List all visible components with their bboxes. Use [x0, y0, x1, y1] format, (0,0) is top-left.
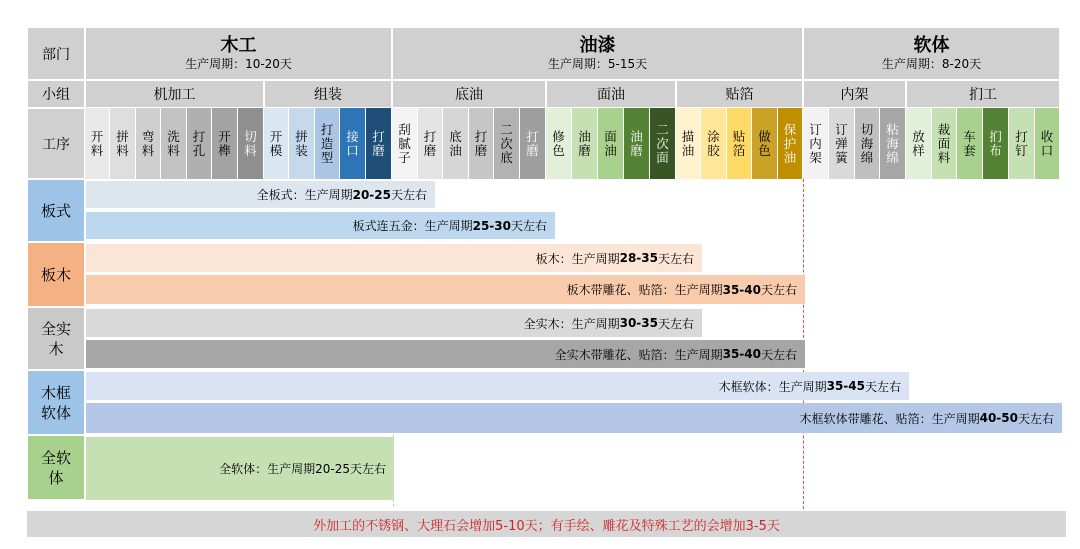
- dept-cycle: 生产周期：5-15天: [547, 56, 648, 71]
- process-label: 修 色: [552, 128, 565, 158]
- process-cell: [340, 108, 366, 179]
- process-cell: [701, 108, 727, 179]
- bar-days: 28-35: [619, 251, 658, 265]
- group-top-coat: 面油: [546, 80, 676, 108]
- dept-cycle: 生产周期：10-20天: [185, 56, 292, 71]
- process-cell: [392, 108, 418, 179]
- process-label: 车 套: [963, 128, 976, 158]
- process-label: 拼 装: [295, 128, 308, 158]
- process-cell: [264, 108, 289, 179]
- bar-solid-wood: [86, 309, 702, 337]
- process-label: 裁 面 料: [937, 121, 951, 165]
- bar-label: 全实木带雕花、贴箔：生产周期: [554, 347, 723, 362]
- process-cell: [520, 108, 546, 179]
- process-cell: [983, 108, 1009, 179]
- bar-frame-upholstery-carving: [86, 403, 1062, 433]
- group-gilding: 贴箔: [676, 80, 803, 108]
- bar-label: 全板式：生产周期: [256, 188, 353, 202]
- process-label: 订 内 架: [809, 121, 822, 165]
- footer-note: 外加工的不锈钢、大理石会增加5-10天；有手绘、雕花及特殊工艺的会增加3-5天: [27, 511, 1066, 537]
- process-cell: [676, 108, 701, 179]
- bar-suffix: 天左右: [510, 219, 547, 233]
- process-label: 涂 胶: [707, 128, 720, 158]
- bar-suffix: 天左右: [760, 283, 797, 297]
- bar-label: 木框软体：生产周期: [718, 379, 827, 394]
- process-label: 打 磨: [372, 128, 385, 158]
- process-cell: [829, 108, 855, 179]
- process-cell: [315, 108, 340, 179]
- process-label: 油 磨: [578, 128, 591, 158]
- process-label: 接 口: [346, 128, 359, 158]
- group-upholstering: 扪工: [906, 80, 1060, 108]
- process-cell: [803, 108, 829, 179]
- process-label: 二 次 面: [656, 121, 669, 165]
- process-cell: [906, 108, 932, 179]
- process-cell: [418, 108, 443, 179]
- bar-frame-upholstery: [86, 372, 909, 400]
- bar-panel-wood-carving: [86, 275, 805, 304]
- process-label: 描 油: [681, 128, 695, 158]
- process-label: 打 造 型: [320, 121, 334, 165]
- row-label-solid-wood: 全实木: [27, 307, 85, 370]
- dept-upholstery: [803, 27, 1060, 80]
- process-label: 开 榫: [218, 128, 231, 158]
- process-label: 打 磨: [526, 128, 539, 158]
- process-cell: [598, 108, 624, 179]
- process-cell: [1009, 108, 1035, 179]
- process-label: 做 色: [758, 128, 771, 158]
- process-cell: [932, 108, 957, 179]
- process-label: 开 料: [90, 128, 104, 158]
- process-cell: [1035, 108, 1060, 179]
- bar-days: 35-40: [722, 282, 761, 297]
- process-label: 二 次 底: [500, 121, 513, 165]
- bar-suffix: 天左右: [1017, 411, 1054, 426]
- process-cell: [212, 108, 238, 179]
- bar-days: 40-50: [979, 411, 1018, 425]
- row-label-panel-wood: 板木: [27, 242, 85, 307]
- bar-full-panel: [86, 181, 435, 208]
- process-cell: [855, 108, 880, 179]
- process-label: 保 护 油: [783, 121, 797, 165]
- bar-panel-hardware: [86, 212, 555, 239]
- dept-title: 软体: [913, 34, 950, 56]
- process-header-label: 工序: [27, 108, 85, 179]
- process-label: 面 油: [604, 128, 617, 158]
- row-label-full-upholstery: 全软体: [27, 435, 85, 500]
- bar-label: 板木：生产周期: [535, 251, 620, 266]
- bar-label: 全实木：生产周期: [523, 316, 620, 331]
- process-label: 打 孔: [192, 128, 206, 158]
- process-cell: [187, 108, 212, 179]
- process-label: 油 磨: [630, 128, 643, 158]
- process-cell: [161, 108, 187, 179]
- process-label: 贴 箔: [732, 128, 746, 158]
- bar-days: 20-25: [352, 187, 391, 202]
- process-cell: [880, 108, 906, 179]
- group-machining: 机加工: [85, 80, 264, 108]
- process-cell: [727, 108, 752, 179]
- process-cell: [238, 108, 264, 179]
- process-cell: [624, 108, 650, 179]
- dept-title: 木工: [220, 34, 257, 56]
- dept-carpentry: [85, 27, 392, 80]
- process-cell: [366, 108, 392, 179]
- process-label: 放 样: [912, 128, 925, 158]
- process-cell: [443, 108, 469, 179]
- process-label: 拼 料: [116, 128, 129, 158]
- bar-suffix: 天左右: [390, 188, 427, 202]
- bar-panel-wood: [86, 244, 702, 272]
- process-cell: [957, 108, 983, 179]
- row-label-panel: 板式: [27, 179, 85, 242]
- process-label: 开 模: [269, 128, 283, 158]
- dept-header-label: 部门: [27, 27, 85, 80]
- bar-label: 全软体：生产周期20-25天左右: [219, 462, 386, 476]
- bar-label: 板木带雕花、贴箔：生产周期: [566, 283, 723, 297]
- dept-painting: [392, 27, 803, 80]
- process-cell: [494, 108, 520, 179]
- process-cell: [136, 108, 161, 179]
- process-label: 切 料: [244, 128, 257, 158]
- bar-suffix: 天左右: [760, 347, 797, 362]
- process-cell: [778, 108, 803, 179]
- process-label: 订 弹 簧: [835, 121, 848, 165]
- process-label: 打 磨: [474, 128, 488, 158]
- process-label: 切 海 绵: [860, 121, 874, 165]
- process-cell: [572, 108, 598, 179]
- bar-suffix: 天左右: [657, 316, 694, 331]
- bar-suffix: 天左右: [657, 251, 694, 266]
- process-label: 扪 布: [989, 128, 1002, 158]
- process-label: 粘 海 绵: [886, 121, 899, 165]
- bar-full-upholstery: [86, 437, 394, 500]
- dept-title: 油漆: [579, 34, 616, 56]
- process-cell: [469, 108, 494, 179]
- process-cell: [85, 108, 110, 179]
- bar-solid-wood-carving: [86, 340, 805, 368]
- process-cell: [289, 108, 315, 179]
- group-assembly: 组装: [264, 80, 392, 108]
- process-label: 打 磨: [423, 128, 437, 158]
- dept-cycle: 生产周期：8-20天: [881, 56, 982, 71]
- bar-days: 25-30: [472, 218, 511, 233]
- bar-days: 35-40: [722, 347, 761, 361]
- group-inner-frame: 内架: [803, 80, 906, 108]
- process-label: 底 油: [449, 128, 462, 158]
- bar-days: 35-45: [826, 379, 865, 393]
- group-base-coat: 底油: [392, 80, 546, 108]
- bar-days: 30-35: [619, 316, 658, 330]
- process-cell: [752, 108, 778, 179]
- process-label: 收 口: [1040, 128, 1054, 158]
- row-label-frame-upholstery: 木框软体: [27, 370, 85, 435]
- process-cell: [650, 108, 676, 179]
- process-cell: [546, 108, 572, 179]
- process-label: 洗 料: [167, 128, 180, 158]
- bar-label: 木框软体带雕花、贴箔：生产周期: [799, 411, 980, 426]
- bar-label: 板式连五金：生产周期: [352, 219, 473, 233]
- process-label: 刮 腻 子: [398, 121, 411, 165]
- process-cell: [110, 108, 136, 179]
- group-header-label: 小组: [27, 80, 85, 108]
- process-label: 弯 料: [141, 128, 155, 158]
- process-label: 打 钉: [1015, 128, 1028, 158]
- bar-suffix: 天左右: [864, 379, 901, 394]
